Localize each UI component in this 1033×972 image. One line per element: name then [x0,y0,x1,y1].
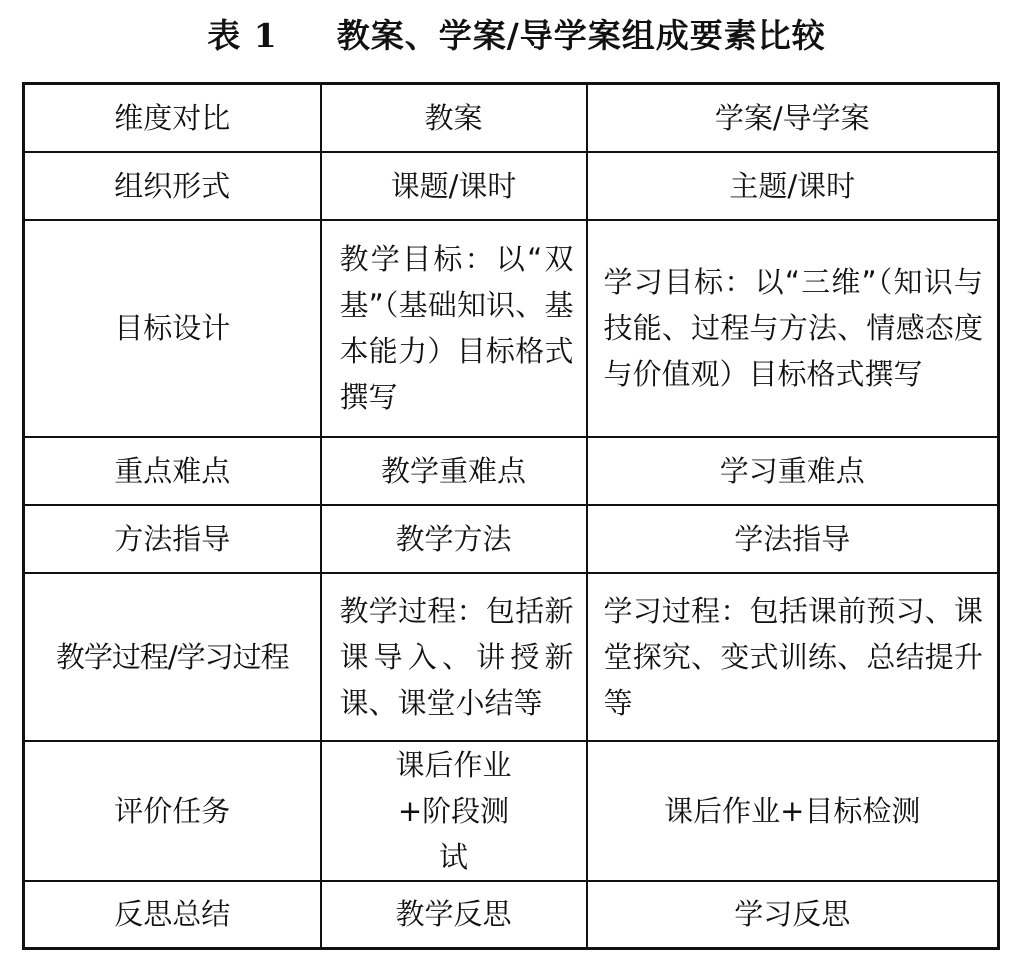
lesson-plan-cell: 课题/课时 [321,152,587,220]
row-label-cell: 目标设计 [24,220,321,437]
table-row [24,741,999,881]
learning-plan-cell: 学法指导 [587,505,999,573]
learning-plan-cell: 课后作业+目标检测 [587,741,999,881]
lesson-plan-cell: 教学方法 [321,505,587,573]
row-label-cell: 评价任务 [24,741,321,881]
learning-plan-cell: 学习过程：包括课前预习、课堂探究、变式训练、总结提升等 [587,573,999,741]
learning-plan-cell: 学习目标：以“三维”（知识与技能、过程与方法、情感态度与价值观）目标格式撰写 [587,220,999,437]
row-label-cell: 组织形式 [24,152,321,220]
comparison-table [22,82,1000,950]
table-caption-text: 教案、学案/导学案组成要素比较 [336,16,826,55]
lesson-plan-cell: 教学重难点 [321,437,587,505]
header-cell-lesson-plan: 教案 [321,84,587,152]
header-cell-learning-plan: 学案/导学案 [587,84,999,152]
table-row [24,220,999,437]
table-caption [0,14,1033,58]
table-row [24,437,999,505]
row-label-cell: 反思总结 [24,881,321,949]
lesson-plan-cell: 教学反思 [321,881,587,949]
lesson-plan-cell: 教学过程：包括新课导入、讲授新课、课堂小结等 [321,573,587,741]
table-row [24,881,999,949]
learning-plan-cell: 学习重难点 [587,437,999,505]
table-row [24,152,999,220]
row-label-cell: 方法指导 [24,505,321,573]
header-cell-dimension: 维度对比 [24,84,321,152]
learning-plan-cell: 学习反思 [587,881,999,949]
row-label-cell: 教学过程/学习过程 [24,573,321,741]
table-header-row [24,84,999,152]
table-row [24,573,999,741]
row-label-cell: 重点难点 [24,437,321,505]
lesson-plan-cell: 教学目标：以“双基”（基础知识、基本能力）目标格式撰写 [321,220,587,437]
table-row [24,505,999,573]
table-caption-number: 1 [253,16,278,55]
learning-plan-cell: 主题/课时 [587,152,999,220]
table-caption-label: 表 [207,16,242,55]
lesson-plan-cell: 课后作业+阶段测试 [321,741,587,881]
